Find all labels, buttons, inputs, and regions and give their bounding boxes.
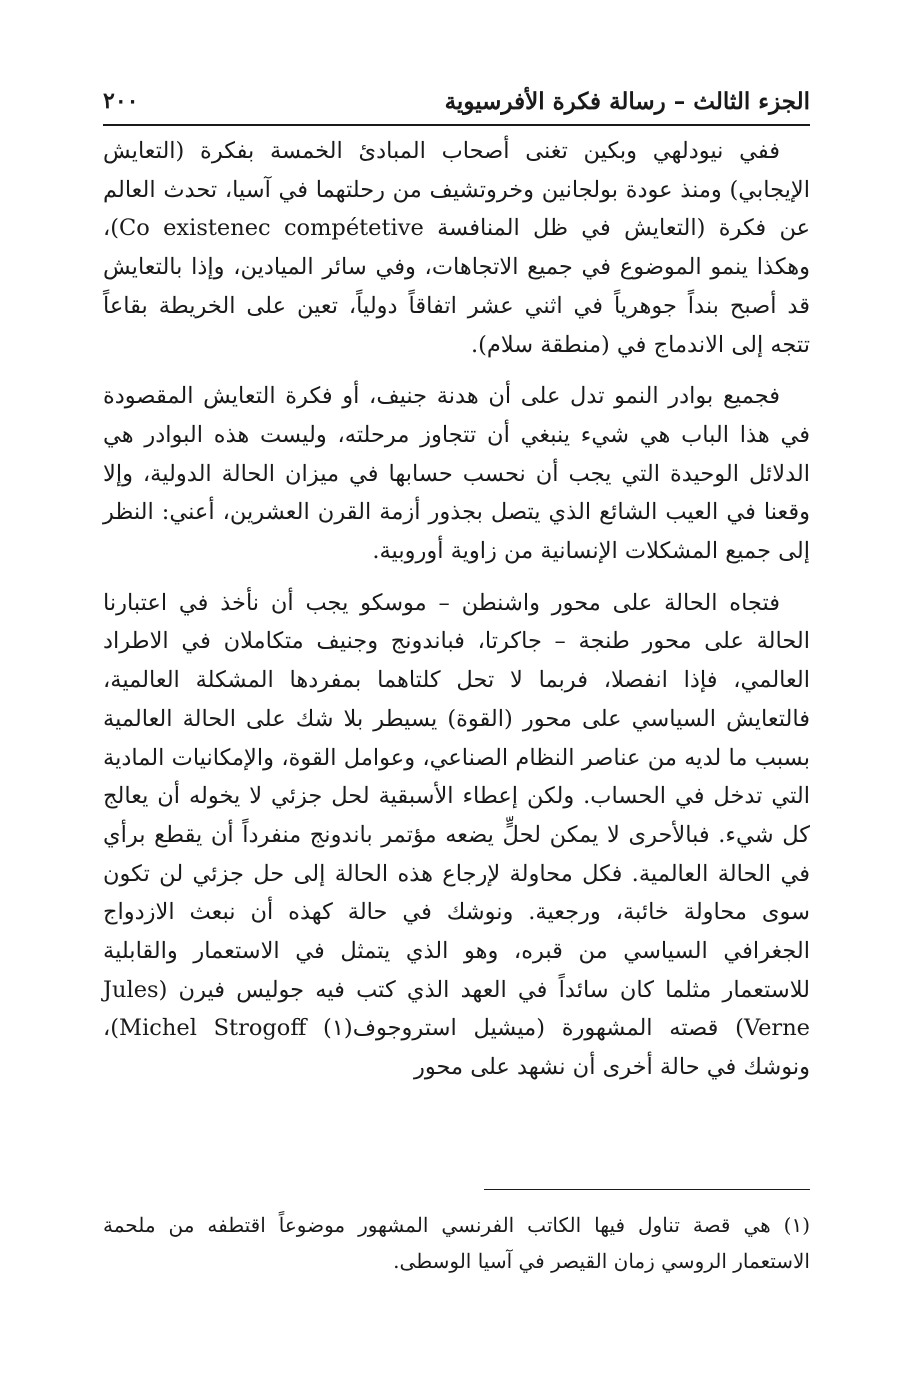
paragraph-3: فتجاه الحالة على محور واشنطن – موسكو يجب أن نأخذ في اعتبارنا الحالة على محور طنجة – جاكرتا، فباندونج وجنيف متكاملان في الاطراد العالمي، فإذا انفصلا، فربما لا تحل كلتاهما بمفردها المشكلة العالمية، فالتعايش السياسي على محور (القوة) يسيطر بلا شك على الحالة العالمية بسبب ما لديه من عناصر النظام الصناعي، وعوامل القوة، والإمكانيات المادية التي تدخل في الحساب. ولكن إعطاء الأسبقية لحل جزئي لا يخوله أن يعالج كل شيء. فبالأحرى لا يمكن لحلٍّ يضعه مؤتمر باندونج منفرداً أن يقطع برأي في الحالة العالمية. فكل محاولة لإرجاع هذه الحالة إلى حل جزئي لن تكون سوى محاولة خائبة، ورجعية. ونوشك في حالة كهذه أن نبعث الازدواج الجغرافي السياسي من قبره، وهو الذي يتمثل في الاستعمار والقابلية للاستعمار مثلما كان سائداً في العهد الذي كتب فيه جوليس فيرن (Jules Verne) قصته المشهورة (ميشيل استروجوف(١) Michel Strogoff)، ونوشك في حالة أخرى أن نشهد على محور — [103, 589, 810, 1081]
page-number: ٢٠٠ — [103, 88, 139, 114]
footnote: (١) هي قصة تناول فيها الكاتب الفرنسي المشهور موضوعاً اقتطفه من ملحمة الاستعمار الروسي زمان القيصر في آسيا الوسطى. — [103, 1213, 810, 1273]
page-header — [103, 86, 810, 126]
running-title: الجزء الثالث – رسالة فكرة الأفرسيوية — [444, 88, 810, 115]
footnote-separator — [484, 1189, 810, 1190]
paragraph-1: ففي نيودلهي وبكين تغنى أصحاب المبادئ الخمسة بفكرة (التعايش الإيجابي) ومنذ عودة بولجانين وخروتشيف من رحلتهما في آسيا، تحدث العالم عن فكرة (التعايش في ظل المنافسة Co existenec compétetive)، وهكذا ينمو الموضوع في جميع الاتجاهات، وفي سائر الميادين، وإذا بالتعايش قد أصبح بنداً جوهرياً في اثني عشر اتفاقاً دولياً، تعين على الخريطة بقاعاً تتجه إلى الاندماج في (منطقة سلام). — [103, 138, 810, 358]
paragraph-2: فجميع بوادر النمو تدل على أن هدنة جنيف، أو فكرة التعايش المقصودة في هذا الباب هي شيء ينبغي أن تتجاوز مرحلته، وليست هذه البوادر هي الدلائل الوحيدة التي يجب أن نحسب حسابها في ميزان الحالة الدولية، وإلا وقعنا في العيب الشائع الذي يتصل بجذور أزمة القرن العشرين، أعني: النظر إلى جميع المشكلات الإنسانية من زاوية أوروبية. — [103, 383, 810, 565]
main-text — [103, 132, 810, 1100]
